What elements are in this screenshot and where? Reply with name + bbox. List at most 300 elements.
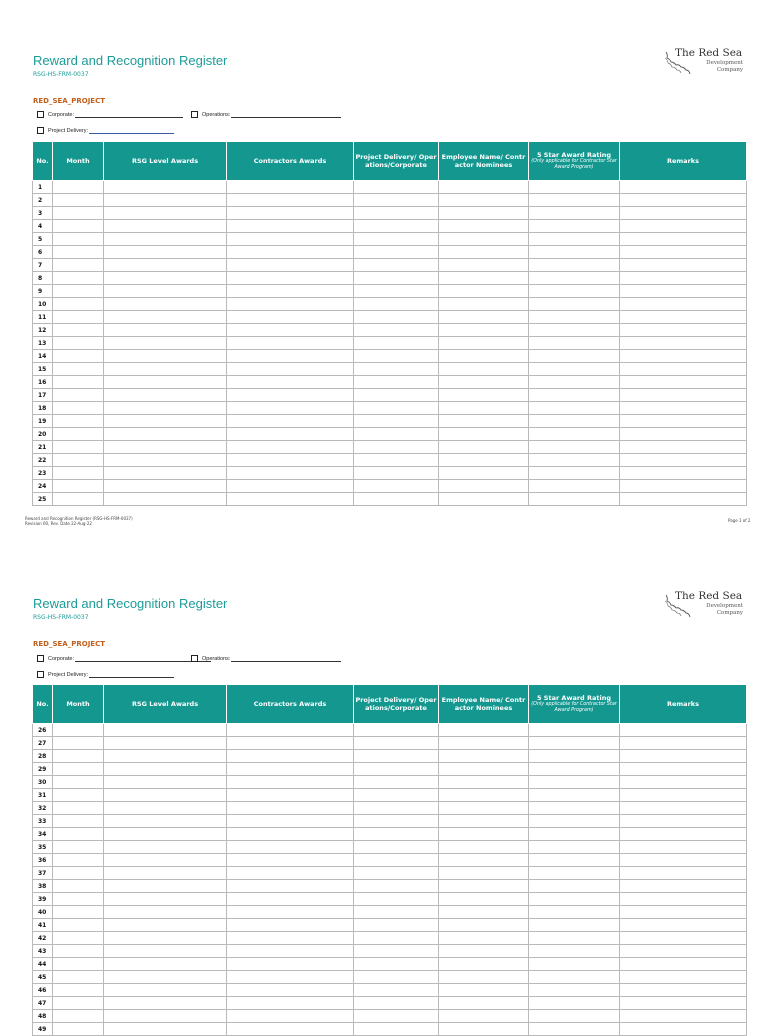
rsg-level-awards-cell[interactable] (104, 311, 227, 324)
remarks-cell[interactable] (620, 893, 747, 906)
project-delivery-cell[interactable] (354, 311, 439, 324)
five-star-rating-cell[interactable] (529, 311, 620, 324)
contractors-awards-cell[interactable] (227, 311, 354, 324)
month-cell[interactable] (53, 724, 104, 737)
project-delivery-cell[interactable] (354, 919, 439, 932)
corporate-checkbox[interactable] (37, 111, 44, 118)
contractors-awards-cell[interactable] (227, 802, 354, 815)
employee-name-cell[interactable] (439, 428, 529, 441)
operations-checkbox[interactable] (191, 111, 198, 118)
employee-name-cell[interactable] (439, 789, 529, 802)
project-delivery-option[interactable] (37, 127, 174, 134)
contractors-awards-cell[interactable] (227, 441, 354, 454)
five-star-rating-cell[interactable] (529, 893, 620, 906)
rsg-level-awards-cell[interactable] (104, 337, 227, 350)
remarks-cell[interactable] (620, 750, 747, 763)
remarks-cell[interactable] (620, 259, 747, 272)
project-delivery-option[interactable] (37, 671, 174, 678)
month-cell[interactable] (53, 750, 104, 763)
contractors-awards-cell[interactable] (227, 984, 354, 997)
month-cell[interactable] (53, 841, 104, 854)
rsg-level-awards-cell[interactable] (104, 893, 227, 906)
contractors-awards-cell[interactable] (227, 1010, 354, 1023)
five-star-rating-cell[interactable] (529, 841, 620, 854)
employee-name-cell[interactable] (439, 828, 529, 841)
five-star-rating-cell[interactable] (529, 363, 620, 376)
remarks-cell[interactable] (620, 958, 747, 971)
project-delivery-cell[interactable] (354, 285, 439, 298)
rsg-level-awards-cell[interactable] (104, 415, 227, 428)
month-cell[interactable] (53, 906, 104, 919)
remarks-cell[interactable] (620, 802, 747, 815)
contractors-awards-cell[interactable] (227, 272, 354, 285)
contractors-awards-cell[interactable] (227, 415, 354, 428)
project-delivery-cell[interactable] (354, 750, 439, 763)
rsg-level-awards-cell[interactable] (104, 233, 227, 246)
five-star-rating-cell[interactable] (529, 389, 620, 402)
project-delivery-cell[interactable] (354, 441, 439, 454)
five-star-rating-cell[interactable] (529, 945, 620, 958)
project-delivery-cell[interactable] (354, 763, 439, 776)
remarks-cell[interactable] (620, 815, 747, 828)
remarks-cell[interactable] (620, 207, 747, 220)
contractors-awards-cell[interactable] (227, 259, 354, 272)
employee-name-cell[interactable] (439, 815, 529, 828)
rsg-level-awards-cell[interactable] (104, 350, 227, 363)
month-cell[interactable] (53, 984, 104, 997)
month-cell[interactable] (53, 802, 104, 815)
employee-name-cell[interactable] (439, 724, 529, 737)
employee-name-cell[interactable] (439, 402, 529, 415)
month-cell[interactable] (53, 259, 104, 272)
remarks-cell[interactable] (620, 298, 747, 311)
month-cell[interactable] (53, 776, 104, 789)
month-cell[interactable] (53, 337, 104, 350)
contractors-awards-cell[interactable] (227, 467, 354, 480)
project-delivery-cell[interactable] (354, 233, 439, 246)
employee-name-cell[interactable] (439, 1023, 529, 1036)
month-cell[interactable] (53, 997, 104, 1010)
rsg-level-awards-cell[interactable] (104, 246, 227, 259)
month-cell[interactable] (53, 298, 104, 311)
employee-name-cell[interactable] (439, 919, 529, 932)
rsg-level-awards-cell[interactable] (104, 467, 227, 480)
five-star-rating-cell[interactable] (529, 350, 620, 363)
employee-name-cell[interactable] (439, 971, 529, 984)
project-delivery-cell[interactable] (354, 724, 439, 737)
contractors-awards-cell[interactable] (227, 428, 354, 441)
rsg-level-awards-cell[interactable] (104, 763, 227, 776)
rsg-level-awards-cell[interactable] (104, 207, 227, 220)
five-star-rating-cell[interactable] (529, 932, 620, 945)
contractors-awards-cell[interactable] (227, 893, 354, 906)
month-cell[interactable] (53, 415, 104, 428)
project-delivery-cell[interactable] (354, 402, 439, 415)
employee-name-cell[interactable] (439, 1010, 529, 1023)
rsg-level-awards-cell[interactable] (104, 402, 227, 415)
five-star-rating-cell[interactable] (529, 828, 620, 841)
contractors-awards-cell[interactable] (227, 945, 354, 958)
employee-name-cell[interactable] (439, 997, 529, 1010)
five-star-rating-cell[interactable] (529, 776, 620, 789)
project-delivery-cell[interactable] (354, 246, 439, 259)
rsg-level-awards-cell[interactable] (104, 958, 227, 971)
month-cell[interactable] (53, 402, 104, 415)
employee-name-cell[interactable] (439, 272, 529, 285)
rsg-level-awards-cell[interactable] (104, 389, 227, 402)
contractors-awards-cell[interactable] (227, 789, 354, 802)
rsg-level-awards-cell[interactable] (104, 272, 227, 285)
employee-name-cell[interactable] (439, 311, 529, 324)
employee-name-cell[interactable] (439, 932, 529, 945)
remarks-cell[interactable] (620, 441, 747, 454)
employee-name-cell[interactable] (439, 220, 529, 233)
contractors-awards-cell[interactable] (227, 854, 354, 867)
five-star-rating-cell[interactable] (529, 246, 620, 259)
rsg-level-awards-cell[interactable] (104, 789, 227, 802)
contractors-awards-cell[interactable] (227, 324, 354, 337)
five-star-rating-cell[interactable] (529, 493, 620, 506)
rsg-level-awards-cell[interactable] (104, 480, 227, 493)
employee-name-cell[interactable] (439, 945, 529, 958)
employee-name-cell[interactable] (439, 298, 529, 311)
project-delivery-cell[interactable] (354, 220, 439, 233)
project-delivery-cell[interactable] (354, 893, 439, 906)
remarks-cell[interactable] (620, 324, 747, 337)
five-star-rating-cell[interactable] (529, 854, 620, 867)
remarks-cell[interactable] (620, 246, 747, 259)
five-star-rating-cell[interactable] (529, 207, 620, 220)
remarks-cell[interactable] (620, 181, 747, 194)
project-delivery-cell[interactable] (354, 298, 439, 311)
project-delivery-cell[interactable] (354, 181, 439, 194)
month-cell[interactable] (53, 207, 104, 220)
five-star-rating-cell[interactable] (529, 480, 620, 493)
contractors-awards-cell[interactable] (227, 997, 354, 1010)
employee-name-cell[interactable] (439, 337, 529, 350)
employee-name-cell[interactable] (439, 737, 529, 750)
rsg-level-awards-cell[interactable] (104, 1023, 227, 1036)
contractors-awards-cell[interactable] (227, 454, 354, 467)
rsg-level-awards-cell[interactable] (104, 867, 227, 880)
contractors-awards-cell[interactable] (227, 867, 354, 880)
rsg-level-awards-cell[interactable] (104, 737, 227, 750)
employee-name-cell[interactable] (439, 350, 529, 363)
corporate-option[interactable] (37, 655, 211, 662)
five-star-rating-cell[interactable] (529, 376, 620, 389)
contractors-awards-cell[interactable] (227, 337, 354, 350)
five-star-rating-cell[interactable] (529, 441, 620, 454)
rsg-level-awards-cell[interactable] (104, 724, 227, 737)
five-star-rating-cell[interactable] (529, 750, 620, 763)
month-cell[interactable] (53, 363, 104, 376)
contractors-awards-cell[interactable] (227, 932, 354, 945)
employee-name-cell[interactable] (439, 880, 529, 893)
remarks-cell[interactable] (620, 194, 747, 207)
operations-checkbox[interactable] (191, 655, 198, 662)
operations-entry-line[interactable] (231, 111, 341, 118)
month-cell[interactable] (53, 893, 104, 906)
remarks-cell[interactable] (620, 220, 747, 233)
rsg-level-awards-cell[interactable] (104, 997, 227, 1010)
employee-name-cell[interactable] (439, 415, 529, 428)
employee-name-cell[interactable] (439, 389, 529, 402)
remarks-cell[interactable] (620, 337, 747, 350)
rsg-level-awards-cell[interactable] (104, 259, 227, 272)
contractors-awards-cell[interactable] (227, 181, 354, 194)
five-star-rating-cell[interactable] (529, 737, 620, 750)
month-cell[interactable] (53, 763, 104, 776)
five-star-rating-cell[interactable] (529, 324, 620, 337)
project-delivery-cell[interactable] (354, 776, 439, 789)
employee-name-cell[interactable] (439, 454, 529, 467)
month-cell[interactable] (53, 493, 104, 506)
remarks-cell[interactable] (620, 389, 747, 402)
project-delivery-entry-line[interactable] (89, 127, 174, 134)
rsg-level-awards-cell[interactable] (104, 454, 227, 467)
rsg-level-awards-cell[interactable] (104, 750, 227, 763)
contractors-awards-cell[interactable] (227, 750, 354, 763)
project-delivery-cell[interactable] (354, 737, 439, 750)
contractors-awards-cell[interactable] (227, 776, 354, 789)
project-delivery-cell[interactable] (354, 828, 439, 841)
project-delivery-cell[interactable] (354, 389, 439, 402)
five-star-rating-cell[interactable] (529, 763, 620, 776)
remarks-cell[interactable] (620, 311, 747, 324)
contractors-awards-cell[interactable] (227, 763, 354, 776)
contractors-awards-cell[interactable] (227, 841, 354, 854)
remarks-cell[interactable] (620, 945, 747, 958)
corporate-entry-line[interactable] (75, 111, 183, 118)
month-cell[interactable] (53, 854, 104, 867)
project-delivery-cell[interactable] (354, 841, 439, 854)
contractors-awards-cell[interactable] (227, 906, 354, 919)
month-cell[interactable] (53, 467, 104, 480)
remarks-cell[interactable] (620, 363, 747, 376)
rsg-level-awards-cell[interactable] (104, 984, 227, 997)
month-cell[interactable] (53, 376, 104, 389)
remarks-cell[interactable] (620, 724, 747, 737)
rsg-level-awards-cell[interactable] (104, 298, 227, 311)
contractors-awards-cell[interactable] (227, 389, 354, 402)
remarks-cell[interactable] (620, 906, 747, 919)
rsg-level-awards-cell[interactable] (104, 181, 227, 194)
employee-name-cell[interactable] (439, 246, 529, 259)
employee-name-cell[interactable] (439, 958, 529, 971)
month-cell[interactable] (53, 246, 104, 259)
contractors-awards-cell[interactable] (227, 233, 354, 246)
contractors-awards-cell[interactable] (227, 958, 354, 971)
remarks-cell[interactable] (620, 789, 747, 802)
project-delivery-cell[interactable] (354, 415, 439, 428)
month-cell[interactable] (53, 272, 104, 285)
project-delivery-cell[interactable] (354, 932, 439, 945)
contractors-awards-cell[interactable] (227, 737, 354, 750)
month-cell[interactable] (53, 480, 104, 493)
project-delivery-cell[interactable] (354, 815, 439, 828)
project-delivery-cell[interactable] (354, 350, 439, 363)
five-star-rating-cell[interactable] (529, 880, 620, 893)
contractors-awards-cell[interactable] (227, 376, 354, 389)
month-cell[interactable] (53, 1023, 104, 1036)
five-star-rating-cell[interactable] (529, 1010, 620, 1023)
employee-name-cell[interactable] (439, 854, 529, 867)
month-cell[interactable] (53, 350, 104, 363)
five-star-rating-cell[interactable] (529, 298, 620, 311)
project-delivery-cell[interactable] (354, 428, 439, 441)
rsg-level-awards-cell[interactable] (104, 945, 227, 958)
month-cell[interactable] (53, 1010, 104, 1023)
remarks-cell[interactable] (620, 841, 747, 854)
five-star-rating-cell[interactable] (529, 1023, 620, 1036)
employee-name-cell[interactable] (439, 259, 529, 272)
project-delivery-cell[interactable] (354, 337, 439, 350)
remarks-cell[interactable] (620, 1023, 747, 1036)
five-star-rating-cell[interactable] (529, 454, 620, 467)
contractors-awards-cell[interactable] (227, 880, 354, 893)
remarks-cell[interactable] (620, 984, 747, 997)
project-delivery-cell[interactable] (354, 207, 439, 220)
month-cell[interactable] (53, 389, 104, 402)
employee-name-cell[interactable] (439, 480, 529, 493)
month-cell[interactable] (53, 789, 104, 802)
project-delivery-cell[interactable] (354, 272, 439, 285)
rsg-level-awards-cell[interactable] (104, 854, 227, 867)
remarks-cell[interactable] (620, 776, 747, 789)
contractors-awards-cell[interactable] (227, 246, 354, 259)
employee-name-cell[interactable] (439, 750, 529, 763)
month-cell[interactable] (53, 324, 104, 337)
contractors-awards-cell[interactable] (227, 815, 354, 828)
employee-name-cell[interactable] (439, 441, 529, 454)
month-cell[interactable] (53, 945, 104, 958)
rsg-level-awards-cell[interactable] (104, 285, 227, 298)
operations-option[interactable] (191, 655, 341, 662)
five-star-rating-cell[interactable] (529, 958, 620, 971)
project-delivery-cell[interactable] (354, 958, 439, 971)
employee-name-cell[interactable] (439, 802, 529, 815)
rsg-level-awards-cell[interactable] (104, 815, 227, 828)
employee-name-cell[interactable] (439, 776, 529, 789)
five-star-rating-cell[interactable] (529, 259, 620, 272)
five-star-rating-cell[interactable] (529, 220, 620, 233)
contractors-awards-cell[interactable] (227, 919, 354, 932)
rsg-level-awards-cell[interactable] (104, 493, 227, 506)
remarks-cell[interactable] (620, 932, 747, 945)
month-cell[interactable] (53, 311, 104, 324)
corporate-checkbox[interactable] (37, 655, 44, 662)
employee-name-cell[interactable] (439, 467, 529, 480)
remarks-cell[interactable] (620, 1010, 747, 1023)
rsg-level-awards-cell[interactable] (104, 776, 227, 789)
rsg-level-awards-cell[interactable] (104, 802, 227, 815)
project-delivery-cell[interactable] (354, 480, 439, 493)
rsg-level-awards-cell[interactable] (104, 971, 227, 984)
project-delivery-cell[interactable] (354, 789, 439, 802)
contractors-awards-cell[interactable] (227, 828, 354, 841)
month-cell[interactable] (53, 880, 104, 893)
five-star-rating-cell[interactable] (529, 984, 620, 997)
employee-name-cell[interactable] (439, 194, 529, 207)
rsg-level-awards-cell[interactable] (104, 441, 227, 454)
remarks-cell[interactable] (620, 376, 747, 389)
remarks-cell[interactable] (620, 763, 747, 776)
employee-name-cell[interactable] (439, 493, 529, 506)
rsg-level-awards-cell[interactable] (104, 194, 227, 207)
rsg-level-awards-cell[interactable] (104, 919, 227, 932)
project-delivery-cell[interactable] (354, 906, 439, 919)
remarks-cell[interactable] (620, 467, 747, 480)
project-delivery-cell[interactable] (354, 194, 439, 207)
remarks-cell[interactable] (620, 828, 747, 841)
project-delivery-checkbox[interactable] (37, 671, 44, 678)
remarks-cell[interactable] (620, 493, 747, 506)
contractors-awards-cell[interactable] (227, 220, 354, 233)
five-star-rating-cell[interactable] (529, 997, 620, 1010)
contractors-awards-cell[interactable] (227, 194, 354, 207)
employee-name-cell[interactable] (439, 207, 529, 220)
project-delivery-cell[interactable] (354, 984, 439, 997)
contractors-awards-cell[interactable] (227, 480, 354, 493)
five-star-rating-cell[interactable] (529, 906, 620, 919)
project-delivery-cell[interactable] (354, 376, 439, 389)
project-delivery-cell[interactable] (354, 1010, 439, 1023)
month-cell[interactable] (53, 441, 104, 454)
five-star-rating-cell[interactable] (529, 402, 620, 415)
five-star-rating-cell[interactable] (529, 789, 620, 802)
month-cell[interactable] (53, 220, 104, 233)
month-cell[interactable] (53, 971, 104, 984)
employee-name-cell[interactable] (439, 893, 529, 906)
project-delivery-cell[interactable] (354, 259, 439, 272)
month-cell[interactable] (53, 428, 104, 441)
rsg-level-awards-cell[interactable] (104, 841, 227, 854)
project-delivery-cell[interactable] (354, 971, 439, 984)
five-star-rating-cell[interactable] (529, 181, 620, 194)
five-star-rating-cell[interactable] (529, 233, 620, 246)
rsg-level-awards-cell[interactable] (104, 324, 227, 337)
month-cell[interactable] (53, 285, 104, 298)
operations-option[interactable] (191, 111, 341, 118)
month-cell[interactable] (53, 828, 104, 841)
remarks-cell[interactable] (620, 919, 747, 932)
month-cell[interactable] (53, 233, 104, 246)
five-star-rating-cell[interactable] (529, 194, 620, 207)
contractors-awards-cell[interactable] (227, 350, 354, 363)
five-star-rating-cell[interactable] (529, 337, 620, 350)
month-cell[interactable] (53, 815, 104, 828)
rsg-level-awards-cell[interactable] (104, 932, 227, 945)
rsg-level-awards-cell[interactable] (104, 376, 227, 389)
month-cell[interactable] (53, 919, 104, 932)
five-star-rating-cell[interactable] (529, 467, 620, 480)
project-delivery-cell[interactable] (354, 997, 439, 1010)
five-star-rating-cell[interactable] (529, 867, 620, 880)
month-cell[interactable] (53, 867, 104, 880)
remarks-cell[interactable] (620, 480, 747, 493)
month-cell[interactable] (53, 454, 104, 467)
corporate-option[interactable] (37, 111, 183, 118)
remarks-cell[interactable] (620, 454, 747, 467)
contractors-awards-cell[interactable] (227, 971, 354, 984)
five-star-rating-cell[interactable] (529, 285, 620, 298)
remarks-cell[interactable] (620, 402, 747, 415)
contractors-awards-cell[interactable] (227, 285, 354, 298)
month-cell[interactable] (53, 737, 104, 750)
rsg-level-awards-cell[interactable] (104, 828, 227, 841)
remarks-cell[interactable] (620, 428, 747, 441)
rsg-level-awards-cell[interactable] (104, 1010, 227, 1023)
